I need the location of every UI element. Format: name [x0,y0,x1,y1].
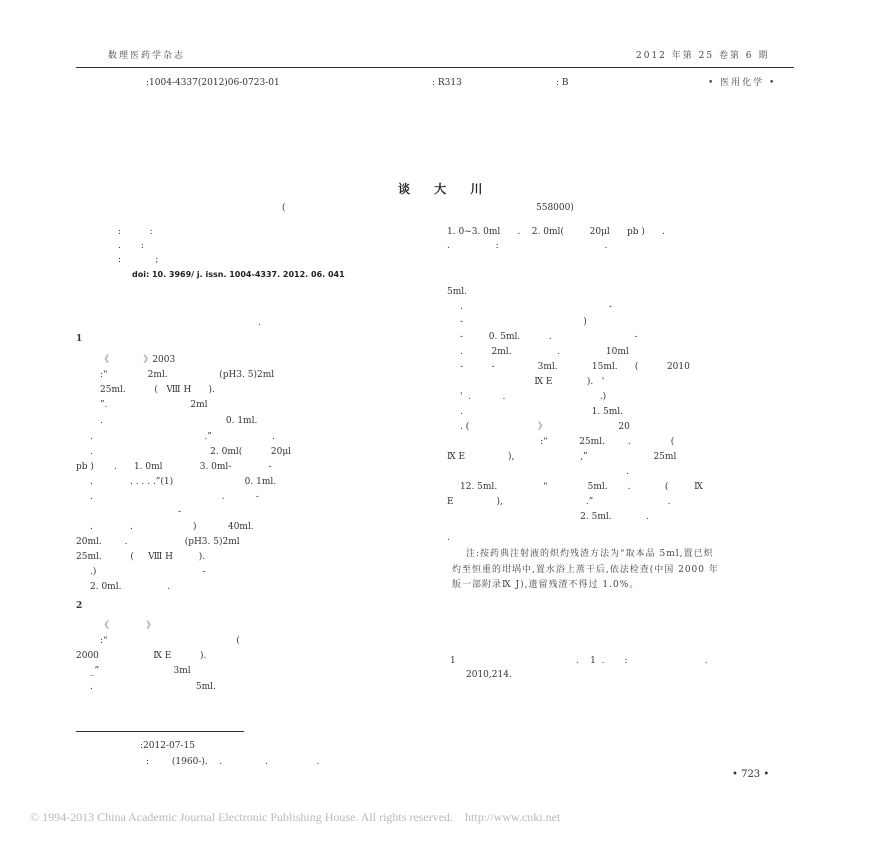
document-code: : B [556,78,569,88]
right-line: 1. 0~3. 0ml . 2. 0ml( 20μl pb ) . [447,227,665,237]
right-line: . ( 》 20 [460,422,630,432]
reference-1: 1 . 1 . : . [450,656,708,666]
clc-number: : R313 [432,78,462,88]
left-line: :“ ( [100,636,240,646]
left-line: . 0. 1ml. [100,416,258,426]
left-line: : : [118,227,153,237]
left-line: 2000 Ⅸ E ). [76,651,207,661]
journal-name: 数理医药学杂志 [108,51,186,61]
right-line: Ⅸ E ). ' [460,377,605,387]
left-line: _” 3ml [90,666,191,676]
left-line: 《 》 [100,621,156,631]
left-line: 1 [76,334,83,344]
left-line: . : [118,241,144,251]
left-line: 25ml. ( Ⅷ H ). [100,385,215,395]
footnote-rule [76,731,244,732]
right-line: 5ml. [447,287,467,297]
affiliation-open: ( [282,203,286,213]
left-line: . 5ml. [90,682,216,692]
received-date: :2012-07-15 [140,741,195,751]
section-label: • 医用化学 • [708,78,777,88]
reference-1-cont: 2010,214. [466,670,512,680]
left-line: . .” . [90,432,275,442]
left-line: 20ml. . (pH3. 5)2ml [76,537,240,547]
right-line: E ), .” . [447,497,671,507]
right-line: ' . . .) [460,392,607,402]
note-line-2: 灼至恒重的坩埚中,置水浴上蒸干后,依法检查(中国 2000 年 [452,565,719,575]
left-line: . . . . . .”(1) 0. 1ml. [90,477,277,487]
doi: doi: 10. 3969/ j. issn. 1004-4337. 2012. 06. 041 [132,270,345,279]
right-line: . [447,533,450,543]
left-line: - [178,507,182,517]
left-line: . . - [90,492,259,502]
issue-info: 2012 年第 25 卷第 6 期 [636,51,770,61]
right-line: . : . [447,241,608,251]
left-line: : ; [118,255,159,265]
right-line: . 1. 5ml. [460,407,624,417]
right-line: :“ 25ml. . ( [460,437,675,447]
left-line: 25ml. ( Ⅷ H ). [76,552,206,562]
right-line: - - 3ml. 15ml. ( 2010 [460,362,690,372]
author-bio: : (1960-). . . . [146,757,320,767]
right-line: 12. 5ml. “ 5ml. . ( Ⅸ [460,482,703,492]
left-line: . 2. 0ml( 20μl [90,447,292,457]
right-line: . - [460,302,612,312]
header-rule [76,67,794,68]
left-line: ”. 2ml [100,400,208,410]
note-line-1: 注:按药典注射液的炽灼残渣方法为“取本品 5ml,置已炽 [466,549,714,559]
right-line: - ) [460,317,587,327]
note-line-3: 版一部附录Ⅸ J),遗留残渣不得过 1.0%。 [452,580,640,590]
affiliation-postcode: 558000) [536,203,574,213]
right-line: . [460,467,629,477]
left-line: 2. 0ml. . [90,582,171,592]
author-name: 谈 大 川 [398,182,493,196]
right-line: - 0. 5ml. . - [460,332,638,342]
right-line: 2. 5ml. . [460,512,649,522]
left-line: . . ) 40ml. [90,522,254,532]
right-line: . 2ml. . 10ml [460,347,629,357]
left-line: pb ) . 1. 0ml 3. 0ml- - [76,462,272,472]
left-line: .) - [90,567,206,577]
left-line: 《 》2003 [100,355,176,365]
copyright-footer: © 1994-2013 China Academic Journal Electronic Publishing House. All rights reserved. http://www.cnki.net [30,810,561,824]
right-line: Ⅸ E ), ,” 25ml [447,452,677,462]
left-line: 2 [76,601,83,611]
left-line: . [258,318,261,328]
page-number: • 723 • [732,769,770,780]
left-line: :“ 2ml. (pH3. 5)2ml [100,370,275,380]
article-id: :1004-4337(2012)06-0723-01 [146,78,280,88]
